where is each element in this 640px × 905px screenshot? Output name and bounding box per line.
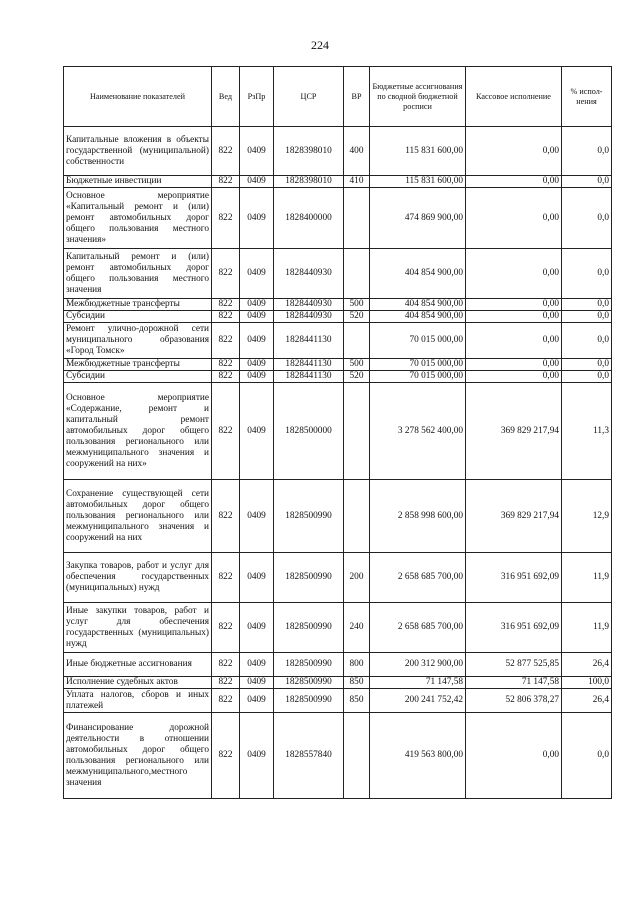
cell-name: Межбюджетные трансферты <box>64 299 212 311</box>
cell-cash: 0,00 <box>466 299 562 311</box>
cell-ved: 822 <box>212 603 240 653</box>
cell-name: Основное мероприятие «Содержание, ремонт и капитальный ремонт автомобильных дорог общего пользования регионального или межмуниципального значения и сооружений на них» <box>64 383 212 480</box>
cell-assigned: 115 831 600,00 <box>370 127 466 176</box>
cell-rzpr: 0409 <box>240 299 274 311</box>
cell-cash: 52 877 525,85 <box>466 653 562 677</box>
cell-percent: 0,0 <box>562 299 612 311</box>
cell-ved: 822 <box>212 299 240 311</box>
cell-percent: 0,0 <box>562 713 612 799</box>
cell-vr: 240 <box>344 603 370 653</box>
cell-percent: 0,0 <box>562 359 612 371</box>
cell-ved: 822 <box>212 323 240 359</box>
cell-percent: 12,9 <box>562 480 612 553</box>
table-row <box>64 188 612 249</box>
cell-rzpr: 0409 <box>240 553 274 603</box>
table-row <box>64 299 612 311</box>
cell-percent: 0,0 <box>562 323 612 359</box>
cell-rzpr: 0409 <box>240 323 274 359</box>
cell-assigned: 404 854 900,00 <box>370 311 466 323</box>
cell-rzpr: 0409 <box>240 127 274 176</box>
cell-name: Ремонт улично-дорожной сети муниципального образования «Город Томск» <box>64 323 212 359</box>
cell-name: Межбюджетные трансферты <box>64 359 212 371</box>
cell-percent: 26,4 <box>562 689 612 713</box>
cell-percent: 11,9 <box>562 553 612 603</box>
cell-cash: 0,00 <box>466 311 562 323</box>
cell-ved: 822 <box>212 677 240 689</box>
cell-vr: 200 <box>344 553 370 603</box>
table-row <box>64 249 612 299</box>
cell-cash: 0,00 <box>466 176 562 188</box>
table-row <box>64 176 612 188</box>
cell-rzpr: 0409 <box>240 176 274 188</box>
cell-name: Основное мероприятие «Капитальный ремонт и (или) ремонт автомобильных дорог общего пользования местного значения» <box>64 188 212 249</box>
cell-vr: 400 <box>344 127 370 176</box>
page-number: 224 <box>311 38 329 52</box>
table-row <box>64 323 612 359</box>
cell-assigned: 474 869 900,00 <box>370 188 466 249</box>
header-assigned: Бюджетные ассигнования по сводной бюджетной росписи <box>370 67 466 127</box>
table-row <box>64 677 612 689</box>
cell-csr: 1828500990 <box>274 689 344 713</box>
cell-cash: 369 829 217,94 <box>466 480 562 553</box>
cell-vr: 800 <box>344 653 370 677</box>
header-percent: % испол-нения <box>562 67 612 127</box>
cell-rzpr: 0409 <box>240 677 274 689</box>
cell-vr <box>344 188 370 249</box>
cell-vr <box>344 323 370 359</box>
cell-cash: 316 951 692,09 <box>466 553 562 603</box>
cell-assigned: 404 854 900,00 <box>370 249 466 299</box>
table-row <box>64 603 612 653</box>
cell-ved: 822 <box>212 383 240 480</box>
table-row <box>64 359 612 371</box>
header-vr: ВР <box>344 67 370 127</box>
cell-percent: 11,3 <box>562 383 612 480</box>
table-row <box>64 311 612 323</box>
cell-ved: 822 <box>212 311 240 323</box>
cell-assigned: 70 015 000,00 <box>370 359 466 371</box>
cell-rzpr: 0409 <box>240 311 274 323</box>
cell-csr: 1828400000 <box>274 188 344 249</box>
cell-rzpr: 0409 <box>240 371 274 383</box>
cell-assigned: 2 658 685 700,00 <box>370 553 466 603</box>
cell-ved: 822 <box>212 371 240 383</box>
cell-name: Финансирование дорожной деятельности в отношении автомобильных дорог общего пользования регионального или межмуниципального,местного значения <box>64 713 212 799</box>
cell-ved: 822 <box>212 188 240 249</box>
cell-name: Субсидии <box>64 371 212 383</box>
cell-name: Субсидии <box>64 311 212 323</box>
cell-rzpr: 0409 <box>240 249 274 299</box>
header-row <box>64 67 612 127</box>
cell-ved: 822 <box>212 359 240 371</box>
cell-ved: 822 <box>212 127 240 176</box>
cell-assigned: 70 015 000,00 <box>370 323 466 359</box>
cell-csr: 1828440930 <box>274 311 344 323</box>
table-row <box>64 127 612 176</box>
cell-csr: 1828557840 <box>274 713 344 799</box>
cell-percent: 0,0 <box>562 188 612 249</box>
cell-cash: 0,00 <box>466 371 562 383</box>
cell-percent: 0,0 <box>562 127 612 176</box>
cell-assigned: 2 858 998 600,00 <box>370 480 466 553</box>
cell-csr: 1828441130 <box>274 359 344 371</box>
cell-ved: 822 <box>212 480 240 553</box>
cell-csr: 1828500990 <box>274 653 344 677</box>
cell-csr: 1828398010 <box>274 127 344 176</box>
cell-percent: 0,0 <box>562 176 612 188</box>
table-row <box>64 689 612 713</box>
cell-csr: 1828440930 <box>274 299 344 311</box>
cell-assigned: 3 278 562 400,00 <box>370 383 466 480</box>
cell-rzpr: 0409 <box>240 383 274 480</box>
cell-vr: 500 <box>344 299 370 311</box>
cell-cash: 0,00 <box>466 188 562 249</box>
cell-vr <box>344 713 370 799</box>
cell-assigned: 71 147,58 <box>370 677 466 689</box>
cell-rzpr: 0409 <box>240 603 274 653</box>
cell-cash: 0,00 <box>466 359 562 371</box>
table-row <box>64 480 612 553</box>
cell-vr: 410 <box>344 176 370 188</box>
cell-name: Исполнение судебных актов <box>64 677 212 689</box>
cell-cash: 0,00 <box>466 127 562 176</box>
table-row <box>64 371 612 383</box>
table-row <box>64 383 612 480</box>
cell-csr: 1828441130 <box>274 323 344 359</box>
cell-assigned: 200 312 900,00 <box>370 653 466 677</box>
cell-percent: 100,0 <box>562 677 612 689</box>
cell-percent: 0,0 <box>562 249 612 299</box>
cell-csr: 1828500990 <box>274 677 344 689</box>
cell-cash: 71 147,58 <box>466 677 562 689</box>
cell-assigned: 2 658 685 700,00 <box>370 603 466 653</box>
cell-rzpr: 0409 <box>240 689 274 713</box>
cell-assigned: 70 015 000,00 <box>370 371 466 383</box>
cell-name: Иные закупки товаров, работ и услуг для обеспечения государственных (муниципальных) нужд <box>64 603 212 653</box>
table-row <box>64 553 612 603</box>
cell-name: Бюджетные инвестиции <box>64 176 212 188</box>
cell-csr: 1828500990 <box>274 553 344 603</box>
cell-vr <box>344 249 370 299</box>
cell-rzpr: 0409 <box>240 653 274 677</box>
budget-table <box>63 66 612 799</box>
cell-vr <box>344 480 370 553</box>
cell-vr: 850 <box>344 677 370 689</box>
cell-percent: 0,0 <box>562 311 612 323</box>
cell-vr: 520 <box>344 311 370 323</box>
cell-ved: 822 <box>212 176 240 188</box>
cell-cash: 0,00 <box>466 249 562 299</box>
cell-assigned: 115 831 600,00 <box>370 176 466 188</box>
cell-rzpr: 0409 <box>240 188 274 249</box>
cell-name: Капитальные вложения в объекты государственной (муниципальной) собственности <box>64 127 212 176</box>
cell-assigned: 200 241 752,42 <box>370 689 466 713</box>
cell-name: Капитальный ремонт и (или) ремонт автомобильных дорог общего пользования местного значения <box>64 249 212 299</box>
cell-cash: 0,00 <box>466 713 562 799</box>
cell-name: Уплата налогов, сборов и иных платежей <box>64 689 212 713</box>
cell-cash: 0,00 <box>466 323 562 359</box>
cell-name: Закупка товаров, работ и услуг для обеспечения государственных (муниципальных) нужд <box>64 553 212 603</box>
cell-csr: 1828440930 <box>274 249 344 299</box>
cell-csr: 1828500990 <box>274 603 344 653</box>
cell-vr <box>344 383 370 480</box>
table-row <box>64 713 612 799</box>
cell-ved: 822 <box>212 713 240 799</box>
cell-vr: 850 <box>344 689 370 713</box>
cell-csr: 1828500000 <box>274 383 344 480</box>
cell-assigned: 419 563 800,00 <box>370 713 466 799</box>
cell-ved: 822 <box>212 553 240 603</box>
cell-ved: 822 <box>212 249 240 299</box>
cell-csr: 1828441130 <box>274 371 344 383</box>
cell-cash: 316 951 692,09 <box>466 603 562 653</box>
cell-rzpr: 0409 <box>240 480 274 553</box>
cell-csr: 1828500990 <box>274 480 344 553</box>
cell-ved: 822 <box>212 689 240 713</box>
cell-name: Иные бюджетные ассигнования <box>64 653 212 677</box>
cell-cash: 369 829 217,94 <box>466 383 562 480</box>
cell-name: Сохранение существующей сети автомобильных дорог общего пользования регионального или межмуниципального значения и сооружений на них <box>64 480 212 553</box>
header-cash: Кассовое исполнение <box>466 67 562 127</box>
header-name: Наименование показателей <box>64 67 212 127</box>
cell-csr: 1828398010 <box>274 176 344 188</box>
cell-cash: 52 806 378,27 <box>466 689 562 713</box>
cell-vr: 520 <box>344 371 370 383</box>
cell-rzpr: 0409 <box>240 359 274 371</box>
cell-rzpr: 0409 <box>240 713 274 799</box>
cell-percent: 11,9 <box>562 603 612 653</box>
cell-percent: 0,0 <box>562 371 612 383</box>
cell-ved: 822 <box>212 653 240 677</box>
header-ved: Вед <box>212 67 240 127</box>
cell-percent: 26,4 <box>562 653 612 677</box>
header-csr: ЦСР <box>274 67 344 127</box>
table-row <box>64 653 612 677</box>
cell-vr: 500 <box>344 359 370 371</box>
cell-assigned: 404 854 900,00 <box>370 299 466 311</box>
header-rzpr: РзПр <box>240 67 274 127</box>
